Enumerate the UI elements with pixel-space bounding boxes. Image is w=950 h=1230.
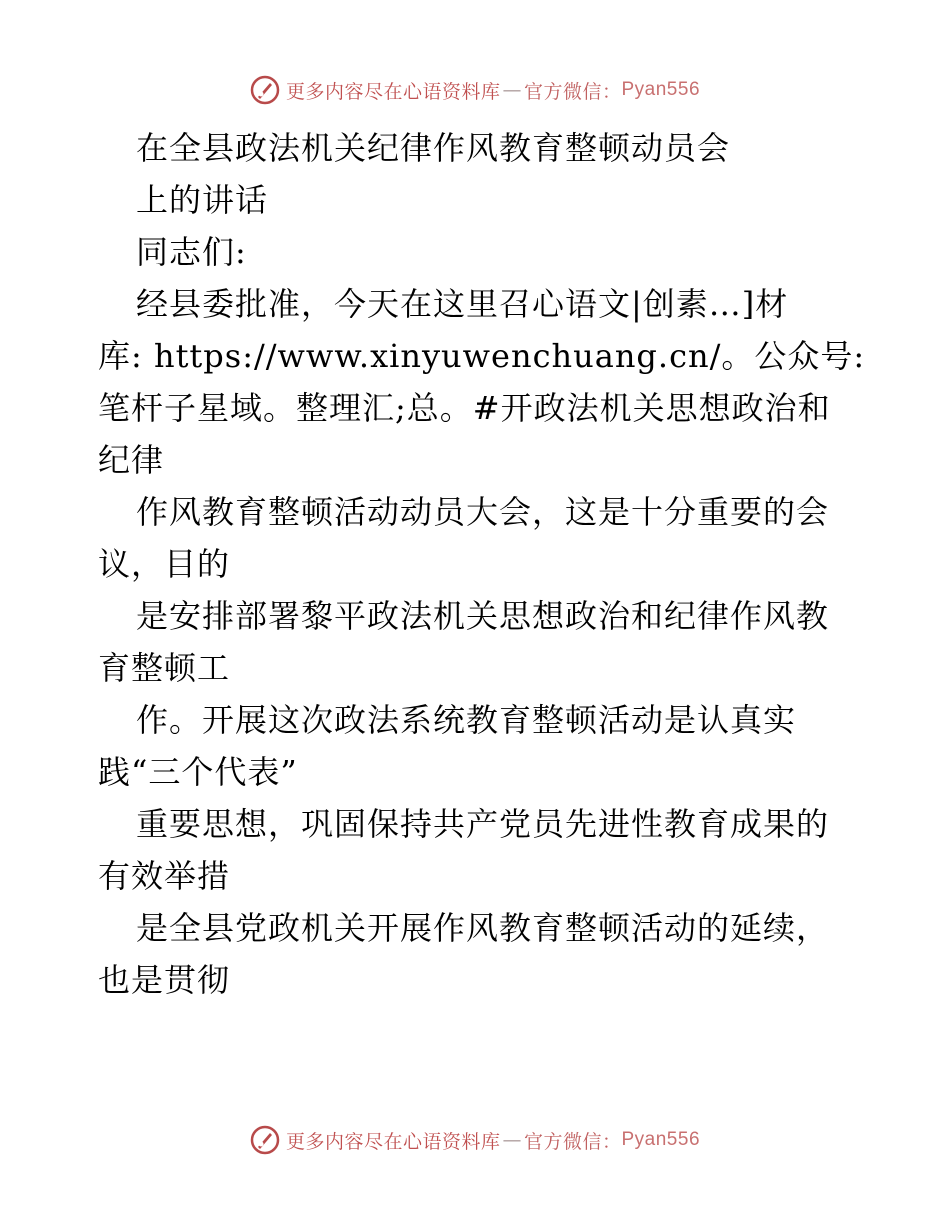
watermark-separator: — [502,79,522,101]
body-line: 纪律 [98,441,165,479]
body-line: 重要思想，巩固保持共产党员先进性教育成果的 [136,805,830,843]
watermark-text: 更多内容尽在心语资料库 [285,1130,501,1153]
wechat-id: Pyan556 [621,1129,701,1150]
body-line: 作。开展这次政法系统教育整顿活动是认真实 [136,701,797,739]
document-title-line-2: 上的讲话 [136,181,269,219]
body-line: 是全县党政机关开展作风教育整顿活动的延续， [136,909,830,947]
wechat-id: Pyan556 [621,79,701,100]
body-line: 作风教育整顿活动动员大会，这是十分重要的会 [136,493,830,531]
body-line: 是安排部署黎平政法机关思想政治和纪律作风教 [136,597,830,635]
body-paragraphs [98,278,866,1006]
document-title-line-1: 在全县政法机关纪律作风教育整顿动员会 [136,129,731,167]
body-line: 库: https://www.xinyuwenchuang.cn/。公众号: [98,337,866,375]
quill-logo-icon [250,1125,280,1155]
wechat-label: 官方微信： [523,1130,622,1153]
header-watermark [0,70,950,110]
body-line: 也是贯彻 [98,961,231,999]
body-line: 笔杆子星域。整理汇;总。#开政法机关思想政治和 [98,389,831,427]
body-line: 有效举措 [98,857,231,895]
footer-watermark [0,1120,950,1160]
document-body [98,122,866,1006]
watermark-text: 更多内容尽在心语资料库 [285,80,501,103]
body-line: 育整顿工 [98,649,231,687]
body-line: 经县委批准，今天在这里召心语文|创素…]材 [136,285,789,323]
body-line: 践“三个代表” [98,753,298,791]
watermark-separator: — [502,1129,522,1151]
body-line: 议，目的 [98,545,231,583]
salutation: 同志们: [136,233,247,271]
wechat-label: 官方微信： [523,80,622,103]
quill-logo-icon [250,75,280,105]
